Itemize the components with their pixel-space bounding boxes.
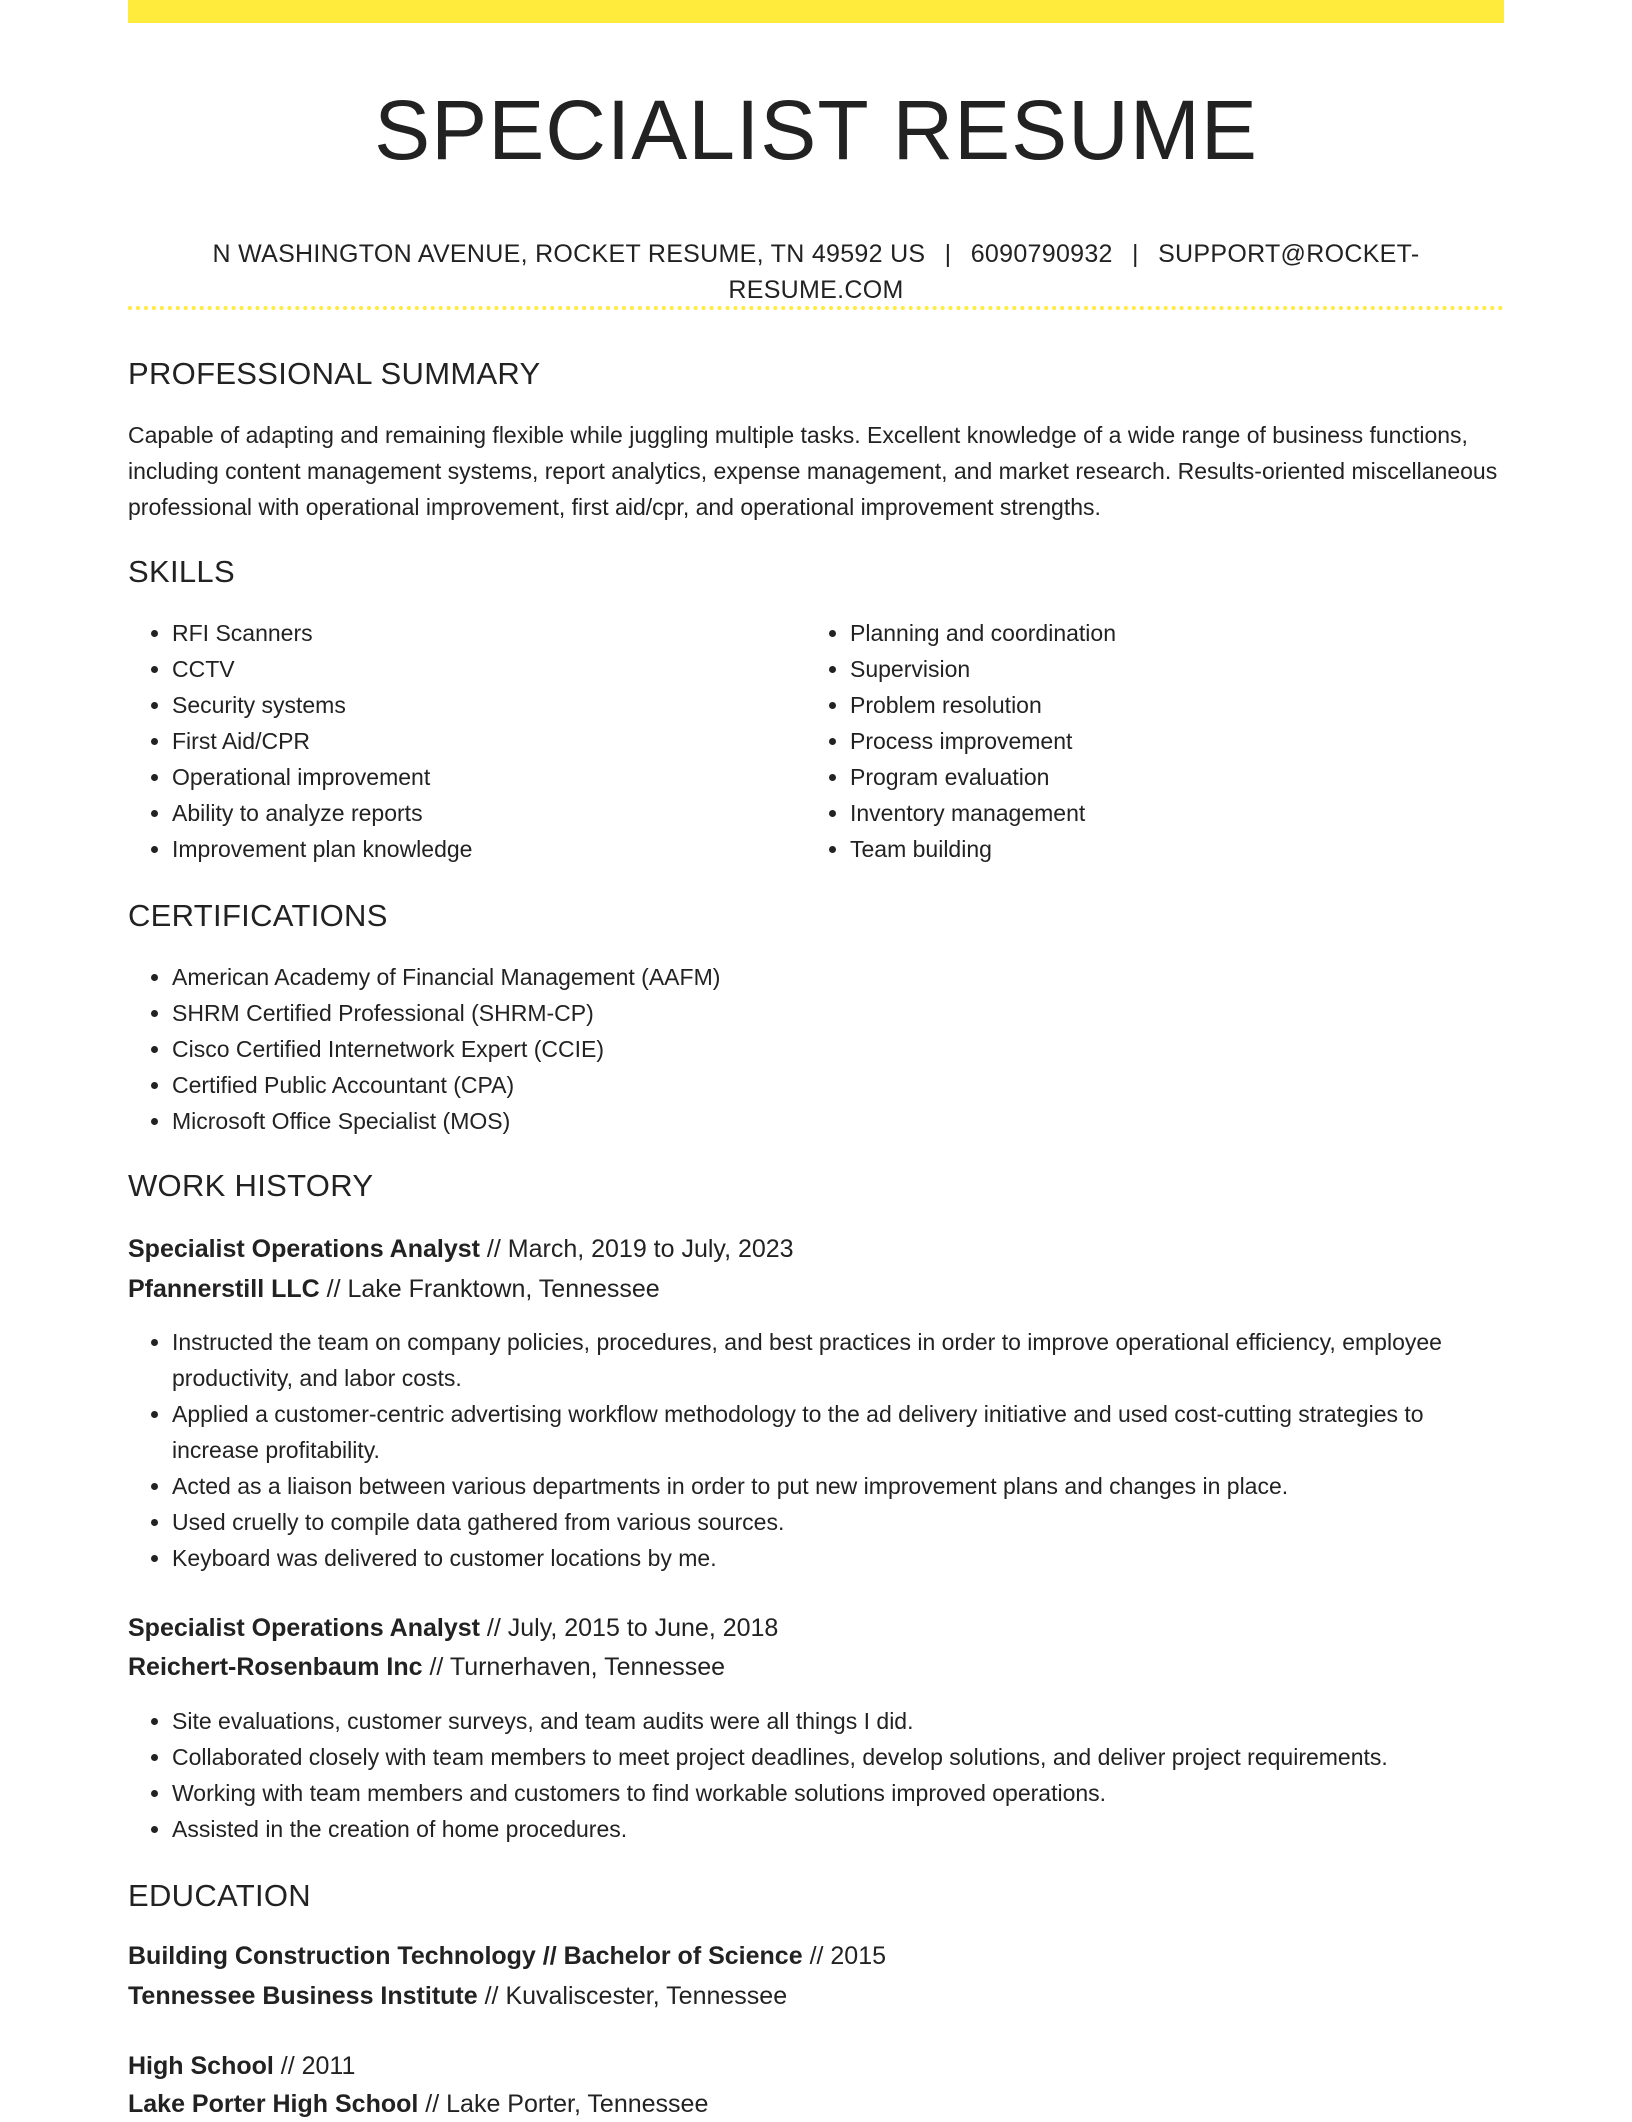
skill-item: • Supervision xyxy=(850,651,1490,687)
education-location: // Kuvaliscester, Tennessee xyxy=(484,1982,788,2010)
job-location: // Lake Franktown, Tennessee xyxy=(326,1275,660,1303)
education-school: Lake Porter High School xyxy=(128,2090,419,2118)
skill-item: • Improvement plan knowledge xyxy=(172,831,812,867)
education-degree-line xyxy=(128,1938,886,1974)
summary-heading: PROFESSIONAL SUMMARY xyxy=(128,356,541,391)
education-degree-line xyxy=(128,2048,355,2084)
certifications-heading: CERTIFICATIONS xyxy=(128,898,388,933)
summary-text: Capable of adapting and remaining flexible while juggling multiple tasks. Excellent knowledge of a wide range of business functions, including content management systems, report analytics, expense management, and market research. Results-oriented miscellaneous professional with operational improvement, first aid/cpr, and operational improvement strengths. xyxy=(128,422,1498,520)
job-dates: // March, 2019 to July, 2023 xyxy=(486,1235,794,1263)
skill-item: • Ability to analyze reports xyxy=(172,795,812,831)
job-bullet: • Assisted in the creation of home procedures. xyxy=(172,1811,1512,1847)
skill-item: • Team building xyxy=(850,831,1490,867)
resume-title: SPECIALIST RESUME xyxy=(374,83,1258,177)
job-bullet: • Working with team members and customers to find workable solutions improved operations. xyxy=(172,1775,1512,1811)
certification-item: • American Academy of Financial Management (AAFM) xyxy=(172,959,1472,995)
skills-heading: SKILLS xyxy=(128,554,235,589)
education-degree: Building Construction Technology // Bachelor of Science xyxy=(128,1942,803,1970)
work-history-heading: WORK HISTORY xyxy=(128,1168,374,1203)
job-bullet: • Collaborated closely with team members to meet project deadlines, develop solutions, and deliver project requirements. xyxy=(172,1739,1512,1775)
job-title-line xyxy=(128,1231,794,1267)
job-company: Pfannerstill LLC xyxy=(128,1275,320,1303)
job-bullet: • Instructed the team on company policies, procedures, and best practices in order to improve operational efficiency, employee productivity, and labor costs. xyxy=(172,1324,1504,1396)
job-company-line xyxy=(128,1649,725,1685)
contact-line xyxy=(128,236,1504,308)
job-bullet: • Used cruelly to compile data gathered from various sources. xyxy=(172,1504,1504,1540)
skills-list-left xyxy=(128,615,812,867)
certification-item: • Certified Public Accountant (CPA) xyxy=(172,1067,1472,1103)
education-degree: High School xyxy=(128,2052,274,2080)
job-title: Specialist Operations Analyst xyxy=(128,1235,480,1263)
job-dates: // July, 2015 to June, 2018 xyxy=(486,1614,779,1642)
contact-email: SUPPORT@ROCKET-RESUME.COM xyxy=(728,240,1420,304)
job-bullet: • Acted as a liaison between various departments in order to put new improvement plans and changes in place. xyxy=(172,1468,1504,1504)
education-year: // 2011 xyxy=(280,2052,356,2080)
job-company-line xyxy=(128,1271,660,1307)
job-bullets xyxy=(128,1703,1512,1847)
certification-item: • SHRM Certified Professional (SHRM-CP) xyxy=(172,995,1472,1031)
education-school-line xyxy=(128,1978,787,2014)
education-year: // 2015 xyxy=(809,1942,887,1970)
dotted-divider xyxy=(128,306,1504,310)
job-title-line xyxy=(128,1610,778,1646)
job-bullet: • Site evaluations, customer surveys, and team audits were all things I did. xyxy=(172,1703,1512,1739)
certifications-list xyxy=(128,959,1472,1139)
skill-item: • Operational improvement xyxy=(172,759,812,795)
skill-item: • RFI Scanners xyxy=(172,615,812,651)
contact-separator: | xyxy=(1132,240,1139,268)
certification-item: • Microsoft Office Specialist (MOS) xyxy=(172,1103,1472,1139)
skill-item: • Problem resolution xyxy=(850,687,1490,723)
contact-address: N WASHINGTON AVENUE, ROCKET RESUME, TN 49592 US xyxy=(212,240,926,268)
top-accent-bar xyxy=(128,0,1504,23)
skills-list-right xyxy=(806,615,1490,867)
job-bullet: • Keyboard was delivered to customer locations by me. xyxy=(172,1540,1504,1576)
skill-item: • Process improvement xyxy=(850,723,1490,759)
education-school-line xyxy=(128,2086,708,2122)
skill-item: • Security systems xyxy=(172,687,812,723)
job-company: Reichert-Rosenbaum Inc xyxy=(128,1653,423,1681)
skill-item: • Planning and coordination xyxy=(850,615,1490,651)
certification-item: • Cisco Certified Internetwork Expert (CCIE) xyxy=(172,1031,1472,1067)
contact-phone: 6090790932 xyxy=(970,240,1113,268)
job-bullets xyxy=(128,1324,1504,1576)
skill-item: • Inventory management xyxy=(850,795,1490,831)
job-title: Specialist Operations Analyst xyxy=(128,1614,480,1642)
education-location: // Lake Porter, Tennessee xyxy=(425,2090,709,2118)
job-location: // Turnerhaven, Tennessee xyxy=(429,1653,726,1681)
skill-item: • Program evaluation xyxy=(850,759,1490,795)
education-school: Tennessee Business Institute xyxy=(128,1982,478,2010)
education-heading: EDUCATION xyxy=(128,1878,311,1913)
skill-item: • CCTV xyxy=(172,651,812,687)
skill-item: • First Aid/CPR xyxy=(172,723,812,759)
contact-separator: | xyxy=(944,240,952,268)
job-bullet: • Applied a customer-centric advertising workflow methodology to the ad delivery initiative and used cost-cutting strategies to increase profitability. xyxy=(172,1396,1504,1468)
